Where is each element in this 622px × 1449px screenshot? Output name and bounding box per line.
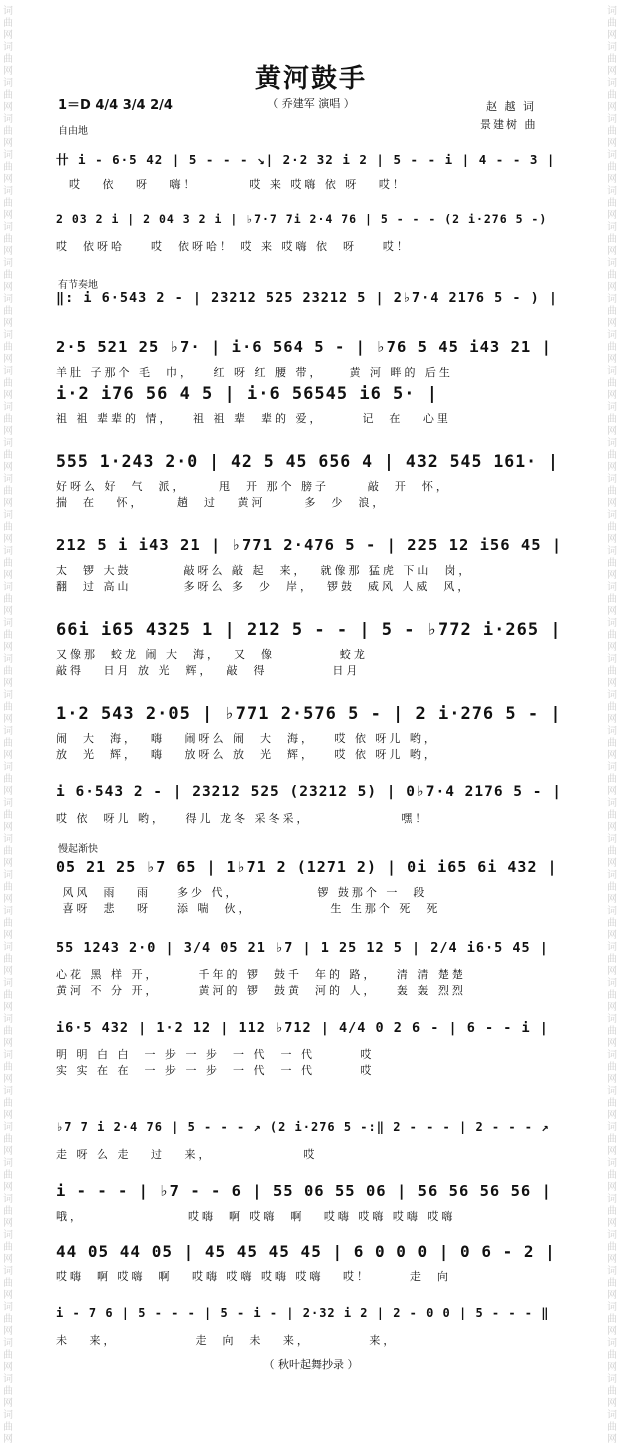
watermark-char: 词: [607, 42, 617, 53]
notation-line: 1·2 543 2·05 | ♭771 2·576 5 - | 2 i·276 5 - |: [56, 704, 562, 724]
song-title: 黄河鼓手: [254, 64, 367, 94]
watermark-char: 曲: [607, 1314, 617, 1325]
watermark-char: 曲: [607, 558, 617, 569]
lyric-line: 敲得 日月 放 光 辉， 敲 得 日月: [56, 664, 361, 677]
lyric-line: 喜呀 悲 呀 添 喘 伙， 生 生那个 死 死: [56, 902, 441, 915]
watermark-char: 词: [3, 510, 13, 521]
watermark-char: 曲: [607, 198, 617, 209]
watermark-char: 网: [607, 858, 617, 869]
watermark-char: 词: [3, 726, 13, 737]
watermark-char: 曲: [3, 1134, 13, 1145]
watermark-char: 曲: [3, 918, 13, 929]
watermark-char: 网: [3, 606, 13, 617]
watermark-char: 词: [607, 1374, 617, 1385]
watermark-char: 曲: [607, 738, 617, 749]
notation-line: i 6·543 2 - | 23212 525 (23212 5) | 0♭7·4 2176 5 - |: [56, 784, 562, 800]
watermark-char: 词: [3, 474, 13, 485]
watermark-char: 曲: [607, 1062, 617, 1073]
lyric-line: 哎嗨 啊 哎嗨 啊 哎嗨 哎嗨 哎嗨 哎嗨 哎！ 走 向: [56, 1270, 451, 1283]
watermark-char: 词: [3, 294, 13, 305]
lyric-line: 哎 依 呀 嗨！ 哎 来 哎嗨 依 呀 哎！: [56, 178, 407, 191]
watermark-left: [0, 0, 18, 1449]
watermark-char: 曲: [3, 702, 13, 713]
watermark-char: 词: [3, 78, 13, 89]
watermark-char: 曲: [3, 1062, 13, 1073]
watermark-char: 曲: [607, 810, 617, 821]
watermark-char: 曲: [3, 1170, 13, 1181]
singer-credit: （ 乔建军 演唱 ）: [267, 97, 355, 110]
notation-line: 44 05 44 05 | 45 45 45 45 | 6 0 0 0 | 0 6 - 2 |: [56, 1242, 556, 1261]
lyricist-credit: 赵 越 词: [486, 100, 536, 113]
watermark-char: 曲: [607, 522, 617, 533]
watermark-char: 网: [3, 1218, 13, 1229]
watermark-char: 网: [607, 714, 617, 725]
watermark-char: 词: [607, 1266, 617, 1277]
watermark-char: 词: [3, 762, 13, 773]
watermark-char: 词: [3, 1302, 13, 1313]
lyric-line: 祖 祖 辈辈的 情， 祖 祖 辈 辈的 爱， 记 在 心里: [56, 412, 451, 425]
watermark-char: 网: [607, 822, 617, 833]
lyric-line: 黄河 不 分 开， 黄河的 锣 鼓黄 河的 人， 轰 轰 烈烈: [56, 984, 466, 997]
watermark-char: 曲: [607, 1134, 617, 1145]
watermark-char: 词: [607, 1158, 617, 1169]
lyric-line: 风风 雨 雨 多少 代， 锣 鼓那个 一 段: [56, 886, 428, 899]
notation-line: 2 03 2 i | 2 04 3 2 i | ♭7·7 7i 2·4 76 | 5 - - - (2 i·276 5 -): [56, 212, 548, 226]
watermark-char: 词: [3, 402, 13, 413]
watermark-char: 词: [607, 1122, 617, 1133]
lyric-line: 羊肚 子那个 毛 巾， 红 呀 红 腰 带， 黄 河 畔的 后生: [56, 366, 453, 379]
watermark-char: 网: [607, 210, 617, 221]
watermark-right: [604, 0, 622, 1449]
notation-line: i6·5 432 | 1·2 12 | 112 ♭712 | 4/4 0 2 6 - | 6 - - i |: [56, 1020, 549, 1036]
notation-line: ♭7 7 i 2·4 76 | 5 - - - ↗ (2 i·276 5 -:‖ 2 - - - | 2 - - - ↗: [56, 1120, 550, 1134]
watermark-char: 词: [607, 1338, 617, 1349]
tempo-free: 自由地: [58, 126, 88, 137]
watermark-char: 曲: [3, 18, 13, 29]
watermark-char: 网: [607, 282, 617, 293]
watermark-char: 曲: [607, 990, 617, 1001]
watermark-char: 网: [607, 138, 617, 149]
watermark-char: 曲: [607, 1278, 617, 1289]
watermark-char: 曲: [607, 1170, 617, 1181]
watermark-char: 曲: [3, 486, 13, 497]
watermark-char: 网: [607, 246, 617, 257]
watermark-char: 曲: [3, 558, 13, 569]
watermark-char: 词: [3, 258, 13, 269]
watermark-char: 词: [607, 258, 617, 269]
watermark-char: 曲: [3, 162, 13, 173]
watermark-char: 网: [607, 678, 617, 689]
watermark-char: 词: [607, 978, 617, 989]
watermark-char: 网: [3, 930, 13, 941]
watermark-char: 曲: [3, 414, 13, 425]
watermark-char: 曲: [607, 270, 617, 281]
watermark-char: 曲: [3, 990, 13, 1001]
watermark-char: 网: [607, 390, 617, 401]
lyric-line: 闹 大 海， 嗨 闹呀么 闹 大 海， 哎 依 呀儿 哟，: [56, 732, 438, 745]
watermark-char: 词: [607, 222, 617, 233]
watermark-char: 词: [607, 942, 617, 953]
watermark-char: 词: [607, 546, 617, 557]
watermark-char: 词: [3, 1122, 13, 1133]
lyric-line: 又像那 蛟龙 闹 大 海， 又 像 蛟龙: [56, 648, 368, 661]
watermark-char: 网: [607, 354, 617, 365]
watermark-char: 词: [3, 942, 13, 953]
watermark-char: 词: [3, 330, 13, 341]
lyric-line: 揣 在 怀， 趟 过 黄河 多 少 浪，: [56, 496, 387, 509]
watermark-char: 网: [607, 1434, 617, 1445]
watermark-char: 曲: [3, 270, 13, 281]
watermark-char: 网: [607, 1398, 617, 1409]
watermark-char: 网: [3, 282, 13, 293]
key-signature: 1＝D 4/4 3/4 2/4: [58, 98, 173, 113]
watermark-char: 网: [3, 894, 13, 905]
watermark-char: 词: [607, 1014, 617, 1025]
watermark-char: 网: [3, 246, 13, 257]
lyric-line: 未 来， 走 向 未 来， 来，: [56, 1334, 398, 1347]
watermark-char: 网: [607, 606, 617, 617]
watermark-char: 网: [607, 30, 617, 41]
watermark-char: 网: [607, 498, 617, 509]
notation-line: 212 5 i i43 21 | ♭771 2·476 5 - | 225 12 i56 45 |: [56, 536, 563, 554]
watermark-char: 网: [3, 354, 13, 365]
watermark-char: 词: [607, 798, 617, 809]
watermark-char: 网: [607, 1362, 617, 1373]
watermark-char: 词: [3, 1266, 13, 1277]
watermark-char: 曲: [607, 630, 617, 641]
watermark-char: 网: [3, 858, 13, 869]
watermark-char: 网: [607, 1254, 617, 1265]
watermark-char: 网: [607, 534, 617, 545]
watermark-char: 曲: [3, 1350, 13, 1361]
watermark-char: 网: [3, 1182, 13, 1193]
watermark-char: 词: [607, 1410, 617, 1421]
watermark-char: 网: [3, 1038, 13, 1049]
watermark-char: 曲: [607, 486, 617, 497]
watermark-char: 网: [607, 462, 617, 473]
watermark-char: 网: [3, 534, 13, 545]
watermark-char: 网: [607, 426, 617, 437]
watermark-char: 网: [3, 1434, 13, 1445]
watermark-char: 词: [3, 42, 13, 53]
watermark-char: 曲: [3, 126, 13, 137]
watermark-char: 曲: [607, 918, 617, 929]
watermark-char: 曲: [3, 738, 13, 749]
watermark-char: 网: [607, 318, 617, 329]
watermark-char: 曲: [607, 1242, 617, 1253]
watermark-char: 曲: [3, 882, 13, 893]
watermark-char: 词: [607, 510, 617, 521]
lyric-line: 哎 依呀哈 哎 依呀哈！ 哎 来 哎嗨 依 呀 哎！: [56, 240, 411, 253]
watermark-char: 网: [3, 678, 13, 689]
watermark-char: 词: [3, 546, 13, 557]
watermark-char: 网: [3, 138, 13, 149]
lyric-line: 好呀么 好 气 派， 甩 开 那个 膀子 敲 开 怀，: [56, 480, 450, 493]
notation-line: 55 1243 2·0 | 3/4 05 21 ♭7 | 1 25 12 5 | 2/4 i6·5 45 |: [56, 940, 549, 956]
watermark-char: 曲: [607, 18, 617, 29]
watermark-char: 曲: [607, 126, 617, 137]
watermark-char: 曲: [607, 774, 617, 785]
watermark-char: 曲: [3, 1242, 13, 1253]
watermark-char: 网: [3, 1074, 13, 1085]
watermark-char: 曲: [3, 630, 13, 641]
watermark-char: 网: [3, 210, 13, 221]
watermark-char: 词: [3, 1014, 13, 1025]
watermark-char: 词: [607, 366, 617, 377]
watermark-char: 词: [607, 330, 617, 341]
watermark-char: 曲: [607, 702, 617, 713]
watermark-char: 网: [3, 1146, 13, 1157]
lyric-line: 明 明 白 白 一 步 一 步 一 代 一 代 哎: [56, 1048, 375, 1061]
watermark-char: 词: [3, 366, 13, 377]
watermark-char: 曲: [3, 594, 13, 605]
watermark-char: 网: [607, 894, 617, 905]
watermark-char: 曲: [3, 306, 13, 317]
watermark-char: 词: [3, 834, 13, 845]
watermark-char: 网: [3, 318, 13, 329]
watermark-char: 词: [3, 1374, 13, 1385]
watermark-char: 网: [3, 174, 13, 185]
watermark-char: 曲: [3, 522, 13, 533]
watermark-char: 词: [607, 402, 617, 413]
watermark-char: 曲: [3, 666, 13, 677]
lyric-line: 心花 黑 样 开， 千年的 锣 鼓千 年的 路， 清 清 楚楚: [56, 968, 466, 981]
watermark-char: 词: [607, 870, 617, 881]
watermark-char: 曲: [3, 1386, 13, 1397]
watermark-char: 网: [3, 750, 13, 761]
watermark-char: 曲: [607, 450, 617, 461]
notation-line: 05 21 25 ♭7 65 | 1♭71 2 (1271 2) | 0i i65 6i 432 |: [56, 858, 558, 876]
watermark-char: 曲: [607, 414, 617, 425]
composer-credit: 景建树 曲: [480, 118, 538, 131]
watermark-char: 词: [607, 762, 617, 773]
watermark-char: 词: [3, 114, 13, 125]
watermark-char: 曲: [607, 1350, 617, 1361]
watermark-char: 网: [3, 822, 13, 833]
watermark-char: 词: [607, 1194, 617, 1205]
notation-line: 555 1·243 2·0 | 42 5 45 656 4 | 432 545 161· |: [56, 452, 559, 471]
watermark-char: 曲: [607, 1386, 617, 1397]
watermark-char: 曲: [607, 378, 617, 389]
watermark-char: 词: [3, 798, 13, 809]
watermark-char: 网: [3, 1398, 13, 1409]
watermark-char: 网: [3, 30, 13, 41]
watermark-char: 曲: [607, 1422, 617, 1433]
lyric-line: 走 呀 么 走 过 来， 哎: [56, 1148, 318, 1161]
watermark-char: 网: [607, 1326, 617, 1337]
watermark-char: 词: [3, 1194, 13, 1205]
watermark-char: 词: [607, 690, 617, 701]
transcriber-credit: （ 秋叶起舞抄录 ）: [263, 1358, 359, 1371]
watermark-char: 网: [607, 1290, 617, 1301]
watermark-char: 曲: [607, 234, 617, 245]
watermark-char: 曲: [3, 774, 13, 785]
watermark-char: 网: [607, 1002, 617, 1013]
watermark-char: 网: [607, 1182, 617, 1193]
watermark-char: 曲: [3, 450, 13, 461]
watermark-char: 曲: [607, 846, 617, 857]
watermark-char: 曲: [607, 594, 617, 605]
watermark-char: 词: [607, 114, 617, 125]
watermark-char: 曲: [3, 846, 13, 857]
watermark-char: 曲: [3, 342, 13, 353]
watermark-char: 词: [3, 618, 13, 629]
watermark-char: 曲: [607, 954, 617, 965]
lyric-line: 哦， 哎嗨 啊 哎嗨 啊 哎嗨 哎嗨 哎嗨 哎嗨: [56, 1210, 456, 1223]
watermark-char: 曲: [607, 54, 617, 65]
watermark-char: 词: [607, 294, 617, 305]
notation-line: 66i i65 4325 1 | 212 5 - - | 5 - ♭772 i·265 |: [56, 620, 562, 640]
watermark-char: 网: [607, 750, 617, 761]
lyric-line: 实 实 在 在 一 步 一 步 一 代 一 代 哎: [56, 1064, 375, 1077]
watermark-char: 网: [607, 102, 617, 113]
watermark-char: 曲: [3, 1278, 13, 1289]
watermark-char: 词: [3, 186, 13, 197]
watermark-char: 词: [607, 654, 617, 665]
watermark-char: 词: [607, 474, 617, 485]
watermark-char: 曲: [3, 1026, 13, 1037]
watermark-char: 曲: [607, 882, 617, 893]
watermark-char: 网: [607, 1074, 617, 1085]
watermark-char: 曲: [607, 306, 617, 317]
watermark-char: 词: [607, 834, 617, 845]
tempo-slow-fast: 慢起渐快: [58, 844, 98, 855]
watermark-char: 曲: [607, 1026, 617, 1037]
watermark-char: 网: [3, 642, 13, 653]
notation-line: i·2 i76 56 4 5 | i·6 56545 i6 5· |: [56, 384, 438, 404]
watermark-char: 网: [607, 1110, 617, 1121]
notation-line: ‖: i 6·543 2 - | 23212 525 23212 5 | 2♭7·4 2176 5 - ) |: [56, 290, 559, 306]
watermark-char: 网: [607, 930, 617, 941]
watermark-char: 词: [3, 150, 13, 161]
watermark-char: 网: [3, 1002, 13, 1013]
tempo-rhythmic: 有节奏地: [58, 280, 98, 291]
watermark-char: 曲: [607, 666, 617, 677]
watermark-char: 网: [607, 1218, 617, 1229]
watermark-char: 曲: [3, 378, 13, 389]
watermark-char: 词: [607, 618, 617, 629]
watermark-char: 词: [607, 1230, 617, 1241]
watermark-char: 词: [607, 150, 617, 161]
watermark-char: 网: [3, 498, 13, 509]
watermark-char: 词: [3, 1050, 13, 1061]
watermark-char: 词: [3, 582, 13, 593]
watermark-char: 词: [3, 6, 13, 17]
watermark-char: 网: [3, 714, 13, 725]
watermark-char: 词: [3, 438, 13, 449]
watermark-char: 曲: [3, 1422, 13, 1433]
watermark-char: 网: [3, 1254, 13, 1265]
watermark-char: 网: [3, 570, 13, 581]
watermark-char: 词: [607, 1302, 617, 1313]
watermark-char: 曲: [3, 1098, 13, 1109]
watermark-char: 网: [607, 1038, 617, 1049]
watermark-char: 词: [607, 438, 617, 449]
watermark-char: 网: [607, 786, 617, 797]
watermark-char: 词: [3, 870, 13, 881]
watermark-char: 网: [607, 66, 617, 77]
watermark-char: 网: [3, 462, 13, 473]
watermark-char: 词: [3, 690, 13, 701]
watermark-char: 网: [607, 174, 617, 185]
watermark-char: 曲: [607, 1206, 617, 1217]
watermark-char: 词: [607, 1086, 617, 1097]
watermark-char: 词: [607, 582, 617, 593]
notation-line: i - 7 6 | 5 - - - | 5 - i - | 2·32 i 2 | 2 - 0 0 | 5 - - - ‖: [56, 1306, 550, 1320]
watermark-char: 词: [3, 1338, 13, 1349]
watermark-char: 词: [607, 726, 617, 737]
watermark-char: 词: [607, 78, 617, 89]
watermark-char: 词: [3, 1086, 13, 1097]
watermark-char: 网: [607, 966, 617, 977]
watermark-char: 网: [3, 102, 13, 113]
watermark-char: 词: [607, 186, 617, 197]
watermark-char: 曲: [3, 810, 13, 821]
watermark-char: 词: [3, 222, 13, 233]
lyric-line: 哎 依 呀儿 哟， 得儿 龙冬 采冬采， 嘿！: [56, 812, 430, 825]
watermark-char: 词: [607, 6, 617, 17]
watermark-char: 曲: [3, 234, 13, 245]
lyric-line: 翻 过 高山 多呀么 多 少 岸， 锣鼓 威风 人威 风，: [56, 580, 472, 593]
watermark-char: 曲: [3, 54, 13, 65]
watermark-char: 词: [3, 978, 13, 989]
watermark-char: 网: [607, 570, 617, 581]
watermark-char: 曲: [607, 1098, 617, 1109]
watermark-char: 词: [3, 906, 13, 917]
watermark-char: 词: [3, 654, 13, 665]
watermark-char: 曲: [3, 90, 13, 101]
watermark-char: 网: [3, 786, 13, 797]
notation-line: 卄 i - 6·5 42 | 5 - - - ↘| 2·2 32 i 2 | 5 - - i | 4 - - 3 |: [56, 152, 556, 167]
watermark-char: 网: [3, 66, 13, 77]
watermark-char: 网: [3, 390, 13, 401]
watermark-char: 曲: [607, 90, 617, 101]
notation-line: i - - - | ♭7 - - 6 | 55 06 55 06 | 56 56 56 56 |: [56, 1182, 552, 1200]
watermark-char: 曲: [3, 198, 13, 209]
watermark-char: 网: [3, 1362, 13, 1373]
lyric-line: 放 光 辉， 嗨 放呀么 放 光 辉， 哎 依 呀儿 哟，: [56, 748, 438, 761]
lyric-line: 太 锣 大鼓 敲呀么 敲 起 来， 就像那 猛虎 下山 岗，: [56, 564, 473, 577]
watermark-char: 词: [3, 1230, 13, 1241]
watermark-char: 曲: [3, 954, 13, 965]
watermark-char: 曲: [607, 162, 617, 173]
watermark-char: 网: [3, 1290, 13, 1301]
watermark-char: 网: [607, 642, 617, 653]
watermark-char: 曲: [607, 342, 617, 353]
watermark-char: 网: [3, 426, 13, 437]
watermark-char: 词: [607, 906, 617, 917]
watermark-char: 词: [3, 1158, 13, 1169]
watermark-char: 网: [3, 966, 13, 977]
watermark-char: 曲: [3, 1314, 13, 1325]
watermark-char: 词: [3, 1410, 13, 1421]
watermark-char: 曲: [3, 1206, 13, 1217]
watermark-char: 网: [3, 1110, 13, 1121]
watermark-char: 网: [607, 1146, 617, 1157]
notation-line: 2·5 521 25 ♭7· | i·6 564 5 - | ♭76 5 45 i43 21 |: [56, 338, 552, 356]
watermark-char: 网: [3, 1326, 13, 1337]
watermark-char: 词: [607, 1050, 617, 1061]
